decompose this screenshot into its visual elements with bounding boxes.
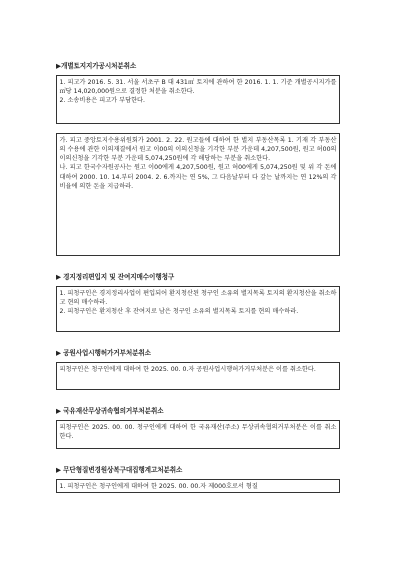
section-heading-land-price: ▶개별토지지가공시처분취소 [56,62,137,70]
ruling-item-2: 2. 소송비용은 피고가 부담한다. [59,97,145,105]
section-heading-state-property: ▶ 국유재산무상귀속협의거부처분취소 [56,407,164,415]
ruling-box-state-property [56,420,340,449]
ruling-item-1: 1. 피고가 2016. 5. 31. 서울 서초구 B 대 431㎡ 토지에 관하여 한 2016. 1. 1. 기준 개별공시지가를 ㎡당 14,020,000원으로 결정한 처분을 취소한다. [59,78,337,95]
farmland-item-1: 1. 피청구인은 경지정리사업이 편입되어 환지청산된 청구인 소유의 별지목록 토지의 환지청산을 취소하고 현의 매수하라. [59,289,337,306]
park-permit-text: 피청구인은 청구인에게 대하여 한 2025. 00. 0.자 공원사업시행허가거부처분은 이를 취소한다. [59,365,316,373]
restoration-text: 1. 피청구인은 청구인에게 대하여 한 2025. 00. 00.자 제000호로서 형질 [59,482,258,490]
ruling-item-ga: 가. 피고 중앙토지수용위원회가 2001. 2. 22. 원고들에 대하여 한 별지 부동산목록 1. 기재 각 부동산의 수용에 관한 이의재결에서 원고 이00의 이의신청을 기각한 부분 가운데 4,207,500원, 원고 허00의 이의신청을 기각한 부분 가운데 5,074,250원에 각 해당하는 부분을 취소한다. [59,136,337,163]
ruling-box-park-permit [56,362,340,390]
ruling-box-farmland [56,286,340,332]
state-property-text: 피청구인은 2025. 00. 00. 청구인에게 대하여 한 국유재산(주소) 무상귀속협의거부처분은 이를 취소한다. [59,423,337,440]
section-heading-farmland: ▶ 경지정리편입지 및 잔여지매수이행청구 [56,273,175,281]
section-heading-restoration: ▶ 무단형질변경원상복구대집행계고처분취소 [56,466,183,474]
section-heading-park-permit: ▶ 공원사업시행허가거부처분취소 [56,349,151,357]
document-page [56,62,340,493]
ruling-box-land-price [56,75,340,124]
ruling-box-restoration [56,479,340,493]
ruling-box-expropriation [56,133,340,256]
ruling-item-na: 나. 피고 한국수자원공사는 원고 이00에게 4,207,500원, 원고 허00에게 5,074,250원 및 위 각 돈에 대하여 2000. 10. 14.부터 2004. 2. 6.까지는 연 5%, 그 다음날부터 다 갚는 날까지는 연 12%의 각 비율에 의한 돈을 지급하라. [59,164,337,190]
farmland-item-2: 2. 피청구인은 환지청산 후 잔여지로 남은 청구인 소유의 별지목록 토지를 현의 매수하라. [59,308,299,316]
